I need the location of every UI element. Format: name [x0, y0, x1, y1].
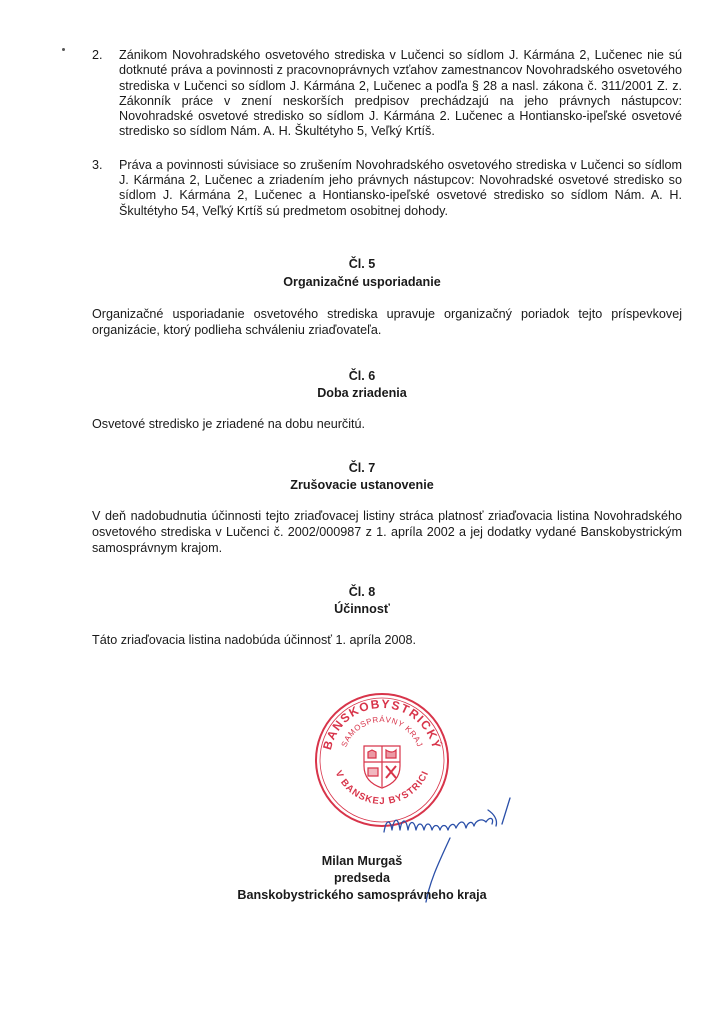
- section-text: Organizačné usporiadanie osvetového strediska upravuje organizačný poriadok tejto príspevkovej organizácie, ktorý podlieha schváleniu zriaďovateľa.: [92, 307, 682, 337]
- section-number: Čl. 6: [348, 369, 376, 383]
- section-title: Zrušovacie ustanovenie: [290, 478, 434, 492]
- stamp-inner-text: SAMOSPRÁVNY KRAJ: [339, 714, 425, 749]
- section-title: Účinnosť: [334, 602, 390, 616]
- svg-text:BANSKOBYSTRICKÝ: [320, 697, 445, 751]
- coat-of-arms-icon: [364, 746, 400, 788]
- scan-speck: [62, 48, 65, 51]
- section-number: Čl. 5: [348, 257, 376, 271]
- section-number: Čl. 7: [348, 461, 376, 475]
- list-item-text: Práva a povinnosti súvisiace so zrušením Novohradského osvetového strediska v Lučenci so sídlom J. Kármána 2, Lučenec a zriadením jeho právnych nástupcov: Novohradské osvetové stredisko so sídlom J. Kármána 2, Lučenec a Hontiansko-ipeľské osvetové stredisko so sídlom Nám. A. H. Škultétyho 54, Veľký Krtíš sú predmetom osobitnej dohody.: [119, 157, 682, 218]
- list-item-number: 2.: [92, 48, 103, 62]
- section-text: V deň nadobudnutia účinnosti tejto zriaďovacej listiny stráca platnosť zriaďovacia listina Novohradského osvetového strediska v Lučenci č. 2002/000987 z 1. apríla 2002 a jej dodatky vydané Banskobystrickým samosprávnym krajom.: [92, 509, 682, 555]
- numbered-list: [92, 48, 682, 237]
- list-item: [92, 158, 682, 219]
- stamp-bottom-text: V BANSKEJ BYSTRICI: [332, 768, 432, 808]
- section-title: Organizačné usporiadanie: [283, 275, 441, 289]
- list-item: [92, 48, 682, 140]
- signatory-role: predseda: [334, 871, 390, 885]
- section-text: Osvetové stredisko je zriadené na dobu neurčitú.: [92, 417, 366, 431]
- signatory-name: Milan Murgaš: [321, 854, 403, 868]
- list-item-number: 3.: [92, 157, 103, 172]
- section-text: Táto zriaďovacia listina nadobúda účinnosť 1. apríla 2008.: [92, 633, 417, 647]
- signatory-organization: Banskobystrického samosprávneho kraja: [237, 888, 487, 902]
- list-item-text: Zánikom Novohradského osvetového strediska v Lučenci so sídlom J. Kármána 2, Lučenec nie sú dotknuté práva a povinnosti z pracovnoprávnych vzťahov zamestnancov Novohradského osvetového strediska v Lučenci so sídlom J. Kármána 2, Lučenec a podľa § 28 a nasl. zákona č. 311/2001 Z. z. Zákonník práce v znení neskorších predpisov prechádzajú na jeho právnych nástupcov: Novohradské osvetové stredisko so sídlom J. Kármána 2. Lučenec a Hontiansko-ipeľské osvetové stredisko so sídlom Nám. A. H. Škultétyho 5, Veľký Krtíš.: [119, 48, 682, 139]
- section-title: Doba zriadenia: [317, 386, 407, 400]
- section-number: Čl. 8: [348, 585, 376, 599]
- stamp-outer-text: BANSKOBYSTRICKÝ: [320, 696, 444, 752]
